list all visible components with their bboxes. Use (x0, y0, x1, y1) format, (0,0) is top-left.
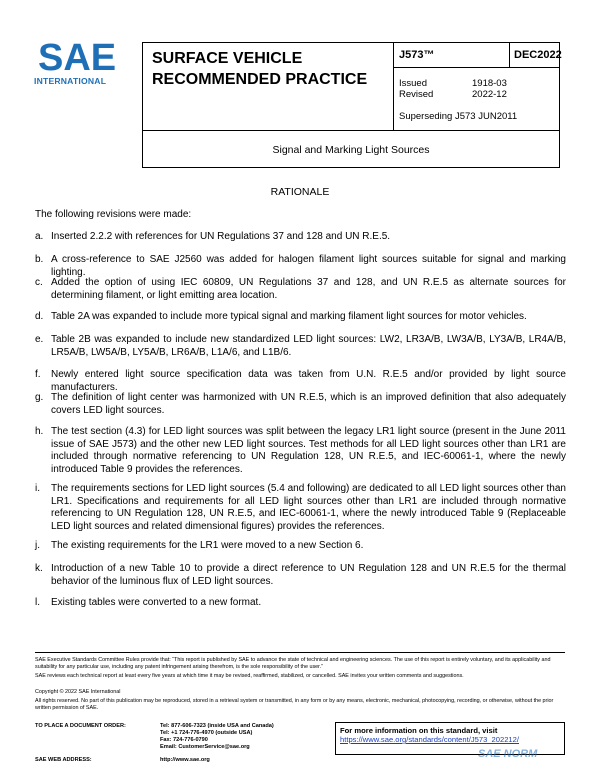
sae-logo (34, 38, 134, 88)
revised-value: 2022-12 (472, 89, 507, 100)
order-label: TO PLACE A DOCUMENT ORDER: (35, 723, 126, 729)
sae-logo-mark (34, 38, 134, 74)
list-item (35, 277, 566, 302)
header-divider (393, 67, 560, 68)
list-item (35, 540, 566, 553)
sae-logo-subtext: INTERNATIONAL (34, 76, 107, 86)
list-item-letter: h. (35, 426, 44, 437)
list-item-text: The existing requirements for the LR1 were moved to a new Section 6. (51, 540, 364, 551)
standard-link[interactable]: https://www.sae.org/standards/content/J573_202212/ (340, 735, 519, 744)
list-item-text: Existing tables were converted to a new format. (51, 597, 262, 608)
document-type-line1: SURFACE VEHICLE (152, 50, 303, 67)
issued-label: Issued (399, 78, 427, 89)
web-address: http://www.sae.org (160, 757, 210, 763)
list-item (35, 369, 566, 394)
list-item-text: The test section (4.3) for LED light sources was split between the legacy LR1 light source (present in the June 2011 issue of SAE J573) and the other new LED light sources. Test methods for all LED light sources other than LR1 are included through normative referencing to UN Regulation 128, UN R.E.5, and IEC-60061-1, where the newly introduced Table 9 provides the references. (51, 426, 566, 476)
watermark: SAE NORM (478, 748, 538, 760)
list-item-letter: l. (35, 597, 40, 608)
list-item (35, 563, 566, 588)
list-item (35, 254, 566, 279)
list-item-text: The requirements sections for LED light sources (5.4 and following) are dedicated to all LED light sources other than LR1. Specifications and requirements for all LED light sources other than LR1 are included through normative referencing to UN Regulation 128, UN R.E.5, and IEC-60061-1, where the newly introduced Table 9 (Replaceable LED light sources and related dimensional figures) provides the references. (51, 483, 566, 533)
fax-number: Fax: 724-776-0790 (160, 737, 208, 743)
section-heading: RATIONALE (270, 186, 330, 198)
list-item-text: Added the option of using IEC 60809, UN Regulations 37 and 128, and UN R.E.5 as alternate sources for determining filament, or light emitting area location. (51, 277, 566, 301)
web-label: SAE WEB ADDRESS: (35, 757, 92, 763)
review-notice: SAE reviews each technical report at least every five years at which time it may be revised, reaffirmed, stabilized, or cancelled. SAE invites your written comments and suggestions. (35, 673, 464, 679)
list-item-letter: f. (35, 369, 41, 380)
document-subtitle: Signal and Marking Light Sources (272, 144, 430, 156)
rules-notice: SAE Executive Standards Committee Rules provide that: “This report is published by SAE to advance the state of technical and engineering sciences. The use of this report is entirely voluntary, and its applicability and suitability for any particular use, including any patent infringement arising therefrom, is the sole responsibility of the user.” (35, 657, 551, 670)
issued-value: 1918-03 (472, 78, 507, 89)
list-item-letter: b. (35, 254, 44, 265)
list-item (35, 483, 566, 534)
list-item-text: Table 2A was expanded to include more typical signal and marking filament light sources for motor vehicles. (51, 311, 527, 322)
phone-inside-usa: Tel: 877-606-7323 (inside USA and Canada) (160, 723, 274, 729)
list-item-letter: a. (35, 231, 44, 242)
document-type-line2: RECOMMENDED PRACTICE (152, 71, 368, 88)
rights-notice: All rights reserved. No part of this publication may be reproduced, stored in a retrieval system or transmitted, in any form or by any means, electronic, mechanical, photocopying, recording, or otherwise, without the prior written permission of SAE. (35, 698, 554, 711)
list-item-letter: d. (35, 311, 44, 322)
list-item-letter: c. (35, 277, 43, 288)
list-item (35, 426, 566, 477)
list-item (35, 597, 566, 610)
list-item-letter: j. (35, 540, 40, 551)
sae-logo-text: SAE (38, 38, 117, 74)
list-item-letter: g. (35, 392, 44, 403)
list-item (35, 311, 566, 324)
list-item-letter: e. (35, 334, 44, 345)
footer-divider (35, 652, 565, 653)
superseding-note: Superseding J573 JUN2011 (399, 111, 518, 122)
list-item-text: Newly entered light source specification data was taken from U.N. R.E.5 and/or provided by light source manufacturers. (51, 369, 566, 393)
document-date: DEC2022 (514, 49, 562, 61)
list-item-letter: i. (35, 483, 40, 494)
list-item-text: Introduction of a new Table 10 to provide a direct reference to UN Regulation 128 and UN R.E.5 for the thermal behavior of the luminous flux of LED light sources. (51, 563, 566, 587)
list-item-letter: k. (35, 563, 43, 574)
document-type (152, 48, 392, 90)
header-divider (142, 130, 560, 131)
list-item-text: A cross-reference to SAE J2560 was added for halogen filament light sources suitable for signal and marking lighting. (51, 254, 566, 278)
header-divider (393, 42, 394, 130)
header-divider (509, 42, 510, 68)
contact-details (160, 723, 274, 751)
list-item-text: Table 2B was expanded to include new standardized LED light sources: LW2, LR3A/B, LW3A/B, LY3A/B, LR4A/B, LR5A/B, LW5A/B, LY5A/B, LR6A/B, L1A/6, and L1B/6. (51, 334, 566, 358)
revised-label: Revised (399, 89, 434, 100)
info-title: For more information on this standard, visit (340, 726, 498, 735)
document-number: J573™ (399, 49, 435, 61)
email-address: Email: CustomerService@sae.org (160, 744, 250, 750)
intro-text: The following revisions were made: (35, 209, 192, 220)
phone-outside-usa: Tel: +1 724-776-4970 (outside USA) (160, 730, 253, 736)
list-item (35, 392, 566, 417)
copyright-notice: Copyright © 2022 SAE International (35, 689, 121, 695)
list-item-text: Inserted 2.2.2 with references for UN Regulations 37 and 128 and UN R.E.5. (51, 231, 391, 242)
list-item (35, 334, 566, 359)
list-item-text: The definition of light center was harmonized with UN R.E.5, which is an improved definition that also adequately covers LED light sources. (51, 392, 566, 416)
list-item (35, 231, 566, 244)
